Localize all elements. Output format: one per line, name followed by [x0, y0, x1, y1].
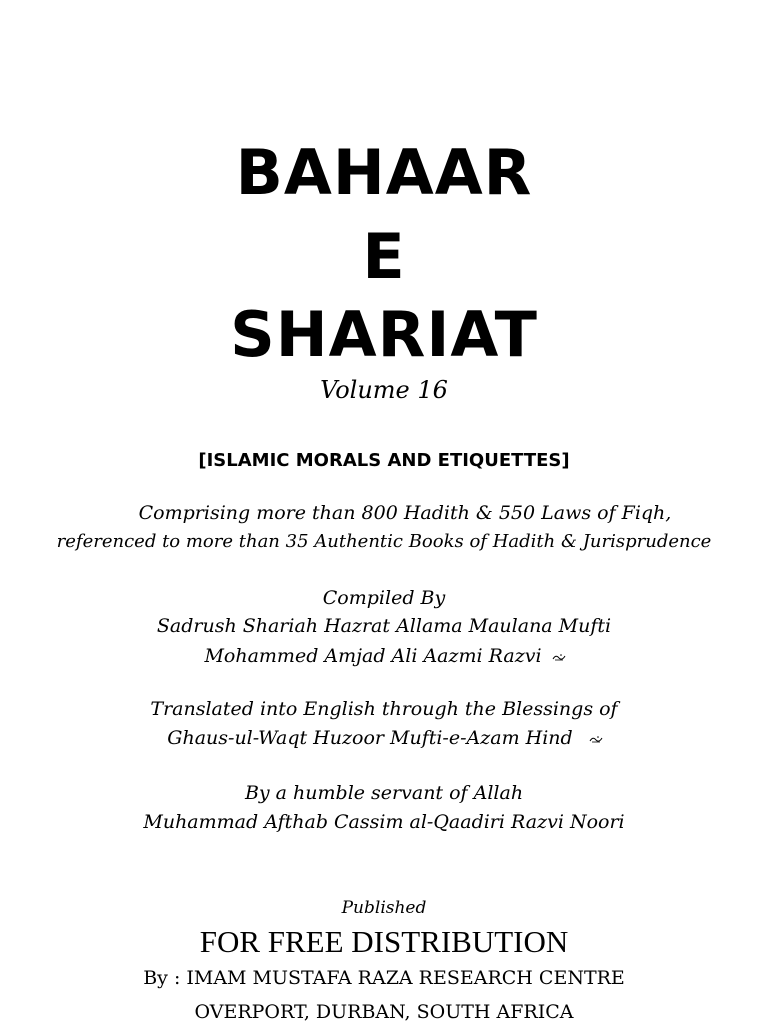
translated-line-1: Translated into English through the Blessings of — [150, 698, 618, 720]
free-distribution: FOR FREE DISTRIBUTION — [199, 924, 569, 959]
subtitle: [ISLAMIC MORALS AND ETIQUETTES] — [198, 450, 570, 471]
compiler-name: Mohammed Amjad Ali Aazmi Razvi — [204, 645, 542, 667]
compiled-by-label: Compiled By — [322, 587, 446, 609]
title-line-2: E — [362, 220, 406, 293]
arabic-honorific-icon — [589, 734, 601, 744]
description-line-1: Comprising more than 800 Hadith & 550 Laws of Fiqh, — [138, 502, 672, 524]
title-line-1: BAHAAR — [235, 136, 533, 209]
compiler-name-row — [0, 645, 768, 667]
title-line-3: SHARIAT — [230, 298, 538, 371]
servant-line-1: By a humble servant of Allah — [244, 782, 524, 804]
translated-line-2: Ghaus-ul-Waqt Huzoor Mufti-e-Azam Hind — [167, 727, 573, 749]
description-line-2: referenced to more than 35 Authentic Books of Hadith & Jurisprudence — [56, 531, 712, 552]
publisher-address: OVERPORT, DURBAN, SOUTH AFRICA — [194, 1001, 574, 1023]
arabic-honorific-icon — [552, 652, 564, 662]
volume-label: Volume 16 — [320, 376, 448, 404]
translated-line-2-row — [0, 727, 768, 749]
published-label: Published — [341, 898, 427, 918]
compiler-title: Sadrush Shariah Hazrat Allama Maulana Mufti — [156, 615, 612, 637]
publisher-line: By : IMAM MUSTAFA RAZA RESEARCH CENTRE — [143, 967, 625, 989]
servant-line-2: Muhammad Afthab Cassim al-Qaadiri Razvi Noori — [143, 811, 625, 833]
